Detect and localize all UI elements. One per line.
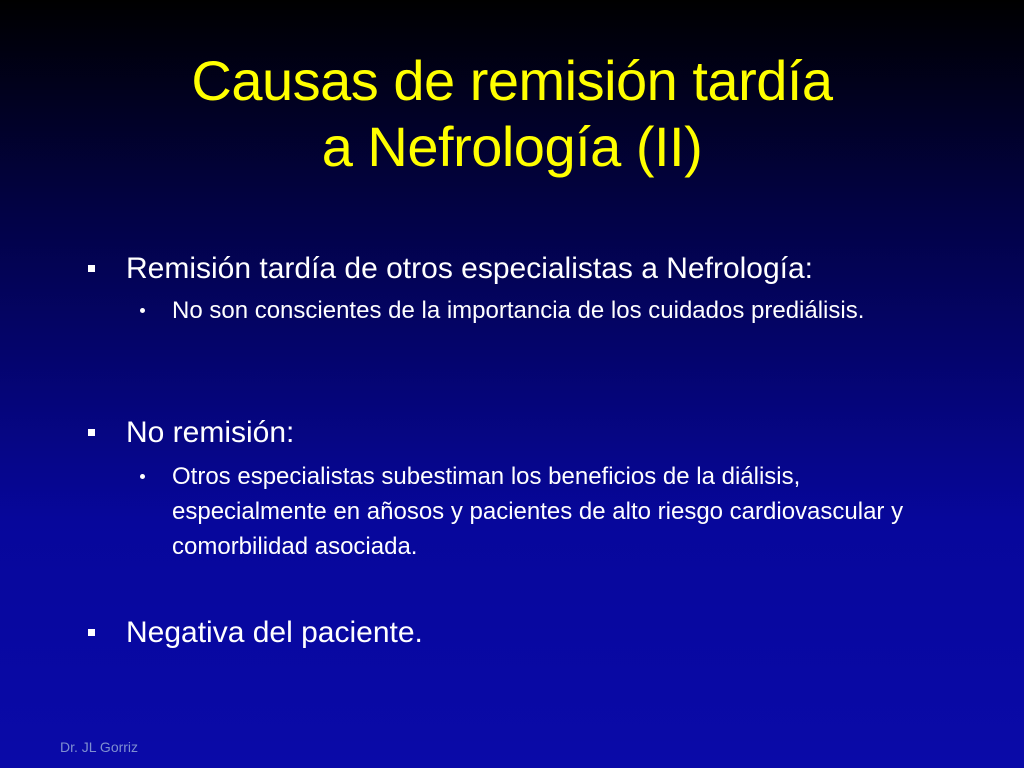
round-bullet-icon	[140, 308, 145, 313]
bullet-text: No remisión:	[126, 416, 295, 449]
sub-bullet-text: Otros especialistas subestiman los beneficios de la diálisis, especialmente en añosos y pacientes de alto riesgo cardiovascular y comorbilidad asociada.	[172, 463, 904, 560]
footer-author: Dr. JL Gorriz	[60, 739, 139, 755]
bullet-text: Negativa del paciente.	[126, 616, 423, 649]
square-bullet-icon	[88, 629, 95, 636]
square-bullet-icon	[88, 265, 95, 272]
round-bullet-icon	[140, 474, 145, 479]
square-bullet-icon	[88, 429, 95, 436]
title-line-1: Causas de remisión tardía	[191, 49, 833, 112]
slide-title	[0, 48, 1024, 180]
sub-bullet-text: No son conscientes de la importancia de los cuidados prediálisis.	[172, 297, 865, 324]
bullet-text: Remisión tardía de otros especialistas a Nefrología:	[126, 252, 814, 285]
title-line-2: a Nefrología (II)	[321, 115, 703, 178]
